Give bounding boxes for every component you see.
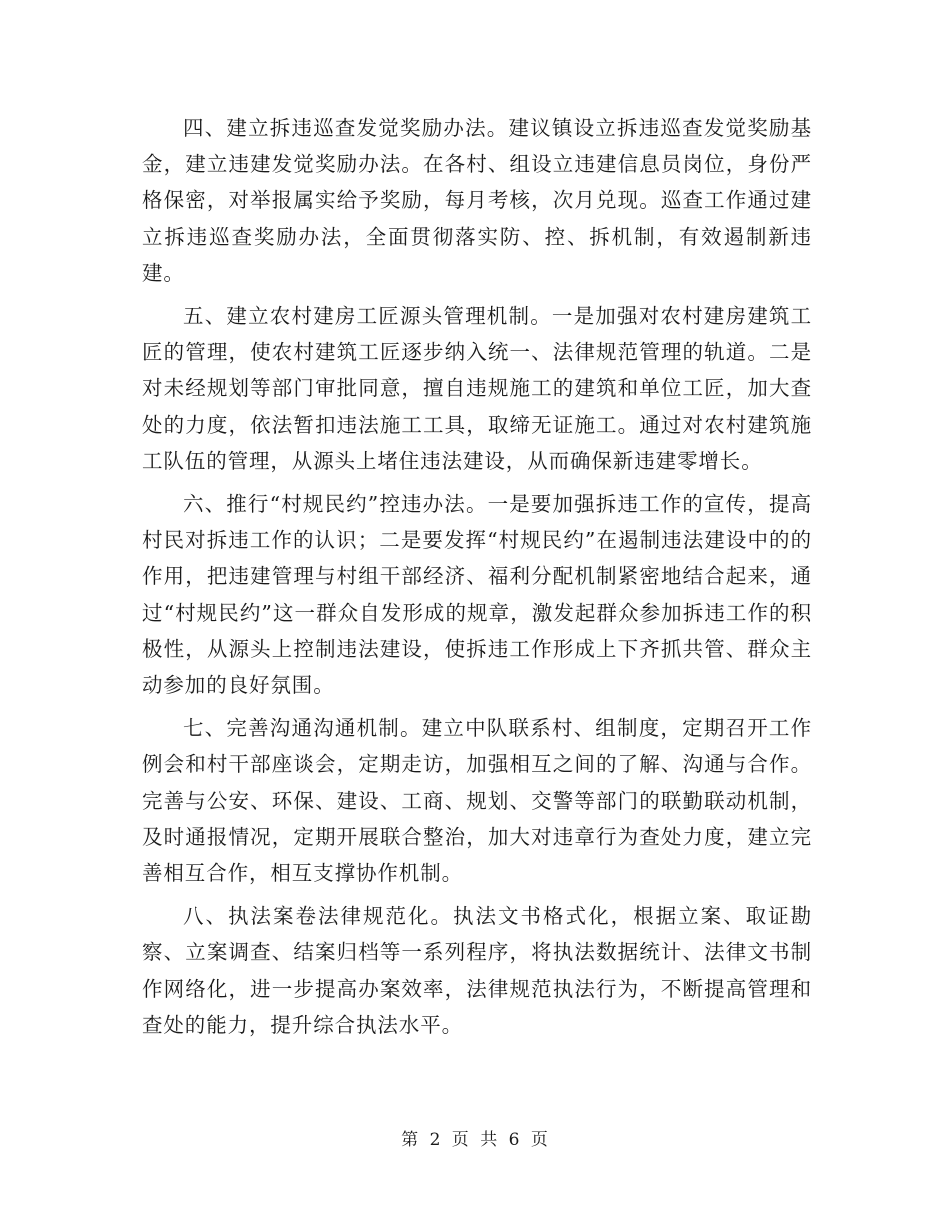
- document-body: [142, 110, 812, 1043]
- paragraph-8-case-files: 八、执法案卷法律规范化。执法文书格式化，根据立案、取证勘察、立案调查、结案归档等一系列程序，将执法数据统计、法律文书制作网络化，进一步提高办案效率，法律规范执法行为，不断提高管理和查处的能力，提升综合执法水平。: [142, 904, 812, 1037]
- footer-di: 第: [401, 1130, 420, 1150]
- footer-ye-2: 页: [530, 1130, 549, 1150]
- footer-total-pages: 6: [508, 1130, 521, 1150]
- paragraph-4-reward-patrol: 四、建立拆违巡查发觉奖励办法。建议镇设立拆违巡查发觉奖励基金，建立违建发觉奖励办法。在各村、组设立违建信息员岗位，身份严格保密，对举报属实给予奖励，每月考核，次月兑现。巡查工作通过建立拆违巡查奖励办法，全面贯彻落实防、控、拆机制，有效遏制新违建。: [142, 116, 812, 285]
- footer-ye: 页: [451, 1130, 470, 1150]
- paragraph-5-craftsman-management: 五、建立农村建房工匠源头管理机制。一是加强对农村建房建筑工匠的管理，使农村建筑工匠逐步纳入统一、法律规范管理的轨道。二是对未经规划等部门审批同意，擅自违规施工的建筑和单位工匠，加大查处的力度，依法暂扣违法施工工具，取缔无证施工。通过对农村建筑施工队伍的管理，从源头上堵住违法建设，从而确保新违建零增长。: [142, 304, 812, 473]
- footer-gong: 共: [480, 1130, 499, 1150]
- paragraph-7-communication: 七、完善沟通沟通机制。建立中队联系村、组制度，定期召开工作例会和村干部座谈会，定期走访，加强相互之间的了解、沟通与合作。完善与公安、环保、建设、工商、规划、交警等部门的联勤联动机制，及时通报情况，定期开展联合整治，加大对违章行为查处力度，建立完善相互合作，相互支撑协作机制。: [142, 716, 812, 886]
- footer-current-page: 2: [429, 1130, 442, 1150]
- paragraph-6-village-rules: 六、推行“村规民约”控违办法。一是要加强拆违工作的宣传，提高村民对拆违工作的认识；二是要发挥“村规民约”在遏制违法建设中的的作用，把违建管理与村组干部经济、福利分配机制紧密地结合起来，通过“村规民约”这一群众自发形成的规章，激发起群众参加拆违工作的积极性，从源头上控制违法建设，使拆违工作形成上下齐抓共管、群众主动参加的良好氛围。: [142, 492, 812, 698]
- page-number-footer: [0, 1125, 950, 1150]
